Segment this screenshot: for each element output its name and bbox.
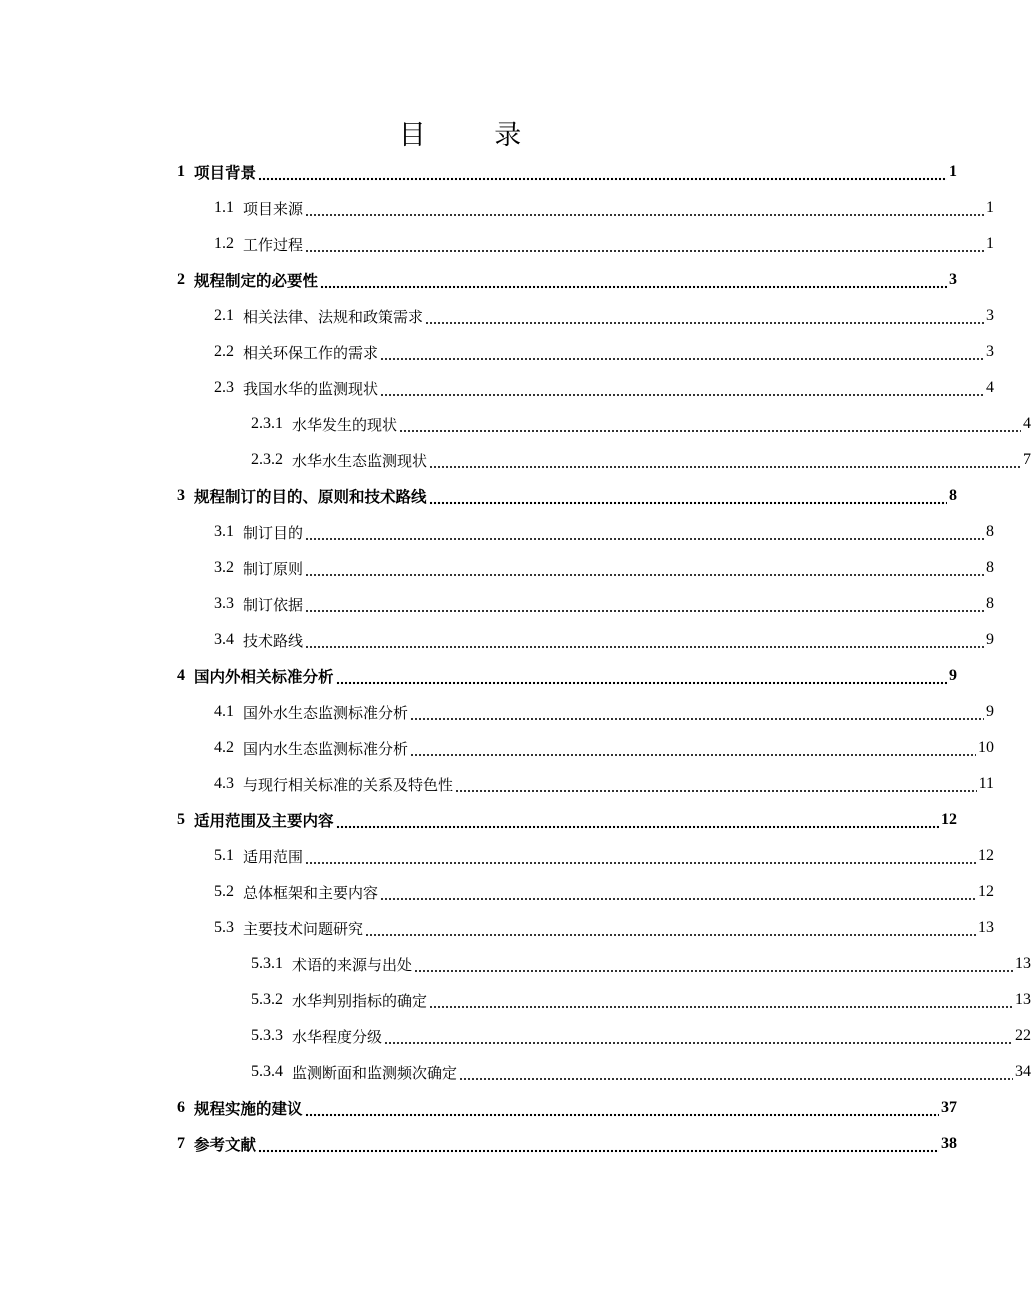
toc-entry-title: 规程制定的必要性 <box>194 272 319 290</box>
toc-entry-page: 1 <box>986 235 994 252</box>
dot-leader <box>305 1103 939 1117</box>
toc-entry-page: 7 <box>1023 451 1031 468</box>
toc-entry-page: 8 <box>986 559 994 576</box>
toc-entry-1[interactable] <box>0 154 957 190</box>
toc-entry-page: 4 <box>1023 415 1031 432</box>
toc-entry-5-1[interactable] <box>0 838 994 874</box>
toc-entry-title: 国内水生态监测标准分析 <box>243 739 409 758</box>
dot-leader <box>305 851 976 865</box>
toc-entry-6[interactable] <box>0 1090 957 1126</box>
dot-leader <box>429 455 1021 469</box>
dot-leader <box>336 671 947 685</box>
toc-entry-2-3-1[interactable] <box>0 406 1031 442</box>
toc-entry-page: 12 <box>978 883 994 900</box>
dot-leader <box>305 527 984 541</box>
dot-leader <box>305 203 984 217</box>
toc-entry-page: 1 <box>949 163 957 180</box>
dot-leader <box>410 707 984 721</box>
toc-entry-page: 3 <box>986 343 994 360</box>
dot-leader <box>305 599 984 613</box>
toc-entry-number: 2.1 <box>214 307 234 324</box>
toc-entry-title: 主要技术问题研究 <box>243 919 364 938</box>
toc-entry-4-2[interactable] <box>0 730 994 766</box>
toc-entry-number: 1.2 <box>214 235 234 252</box>
toc-entry-2-3[interactable] <box>0 370 994 406</box>
dot-leader <box>399 419 1021 433</box>
toc-entry-page: 8 <box>986 523 994 540</box>
toc-entry-5-3[interactable] <box>0 910 994 946</box>
toc-entry-5-3-2[interactable] <box>0 982 1031 1018</box>
toc-entry-title: 总体框架和主要内容 <box>243 883 379 902</box>
toc-entry-page: 12 <box>978 847 994 864</box>
toc-entry-3-4[interactable] <box>0 622 994 658</box>
toc-entry-page: 8 <box>986 595 994 612</box>
toc-entry-page: 8 <box>949 487 957 504</box>
dot-leader <box>305 635 984 649</box>
toc-entry-number: 2.3 <box>214 379 234 396</box>
toc-entry-number: 5.1 <box>214 847 234 864</box>
toc-entry-number: 5.2 <box>214 883 234 900</box>
dot-leader <box>384 1031 1013 1045</box>
toc-entry-number: 2.2 <box>214 343 234 360</box>
dot-leader <box>336 815 939 829</box>
toc-entry-page: 4 <box>986 379 994 396</box>
toc-title: 目 录 <box>398 120 552 151</box>
toc-entry-title: 我国水华的监测现状 <box>243 379 379 398</box>
toc-entry-5-3-1[interactable] <box>0 946 1031 982</box>
toc-entry-title: 工作过程 <box>243 235 304 254</box>
toc-entry-page: 3 <box>986 307 994 324</box>
toc-entry-number: 1.1 <box>214 199 234 216</box>
dot-leader <box>258 167 947 181</box>
toc-entry-page: 9 <box>986 631 994 648</box>
toc-entry-page: 9 <box>986 703 994 720</box>
toc-entry-title: 水华程度分级 <box>292 1027 383 1046</box>
dot-leader <box>380 383 984 397</box>
toc-entry-number: 7 <box>177 1135 185 1152</box>
toc-entry-title: 参考文献 <box>194 1136 257 1154</box>
toc-entry-title: 与现行相关标准的关系及特色性 <box>243 775 454 794</box>
toc-entry-number: 5.3.2 <box>251 991 283 1008</box>
toc-entry-title: 制订目的 <box>243 523 304 542</box>
toc-entry-1-1[interactable] <box>0 190 994 226</box>
toc-entry-5-2[interactable] <box>0 874 994 910</box>
dot-leader <box>258 1139 939 1153</box>
toc-entry-title: 规程制订的目的、原则和技术路线 <box>194 488 427 506</box>
toc-entry-title: 技术路线 <box>243 631 304 650</box>
toc-entry-number: 3 <box>177 487 185 504</box>
toc-entry-title: 项目背景 <box>194 164 257 182</box>
toc-entry-page: 13 <box>1015 955 1031 972</box>
toc-entry-2-3-2[interactable] <box>0 442 1031 478</box>
toc-entry-title: 制订依据 <box>243 595 304 614</box>
toc-entry-number: 4 <box>177 667 185 684</box>
toc-entry-title: 术语的来源与出处 <box>292 955 413 974</box>
toc-entry-page: 11 <box>978 775 994 792</box>
toc-entry-2-2[interactable] <box>0 334 994 370</box>
toc-entry-page: 38 <box>941 1135 957 1152</box>
dot-leader <box>305 563 984 577</box>
toc-entry-title: 制订原则 <box>243 559 304 578</box>
toc-entry-page: 1 <box>986 199 994 216</box>
dot-leader <box>414 959 1013 973</box>
toc-entry-page: 9 <box>949 667 957 684</box>
toc-entry-number: 2.3.1 <box>251 415 283 432</box>
toc-entry-page: 12 <box>941 811 957 828</box>
toc-entry-title: 水华判别指标的确定 <box>292 991 428 1010</box>
toc-entry-3[interactable] <box>0 478 957 514</box>
toc-entry-5-3-4[interactable] <box>0 1054 1031 1090</box>
toc-entry-title: 国外水生态监测标准分析 <box>243 703 409 722</box>
toc-entry-number: 5.3.3 <box>251 1027 283 1044</box>
toc-entry-number: 5.3.4 <box>251 1063 283 1080</box>
toc-entry-title: 监测断面和监测频次确定 <box>292 1063 458 1082</box>
dot-leader <box>380 347 984 361</box>
dot-leader <box>380 887 976 901</box>
toc-entry-title: 适用范围 <box>243 847 304 866</box>
toc-entry-4[interactable] <box>0 658 957 694</box>
toc-entry-number: 5 <box>177 811 185 828</box>
toc-entry-number: 2.3.2 <box>251 451 283 468</box>
toc-entry-title: 项目来源 <box>243 199 304 218</box>
dot-leader <box>410 743 976 757</box>
toc-entry-5-3-3[interactable] <box>0 1018 1031 1054</box>
toc-entry-2[interactable] <box>0 262 957 298</box>
toc-list <box>0 154 1031 1162</box>
toc-entry-title: 规程实施的建议 <box>194 1100 303 1118</box>
toc-entry-number: 3.2 <box>214 559 234 576</box>
toc-entry-5[interactable] <box>0 802 957 838</box>
toc-entry-page: 13 <box>1015 991 1031 1008</box>
dot-leader <box>305 239 984 253</box>
dot-leader <box>320 275 947 289</box>
toc-entry-title: 适用范围及主要内容 <box>194 812 334 830</box>
toc-entry-number: 5.3 <box>214 919 234 936</box>
toc-entry-2-1[interactable] <box>0 298 994 334</box>
toc-entry-number: 3.1 <box>214 523 234 540</box>
toc-entry-number: 3.4 <box>214 631 234 648</box>
toc-entry-7[interactable] <box>0 1126 957 1162</box>
dot-leader <box>429 491 947 505</box>
toc-entry-3-2[interactable] <box>0 550 994 586</box>
toc-entry-number: 4.2 <box>214 739 234 756</box>
toc-entry-number: 6 <box>177 1099 185 1116</box>
toc-entry-number: 4.1 <box>214 703 234 720</box>
toc-entry-4-1[interactable] <box>0 694 994 730</box>
toc-entry-title: 相关法律、法规和政策需求 <box>243 307 424 326</box>
dot-leader <box>365 923 976 937</box>
toc-entry-title: 相关环保工作的需求 <box>243 343 379 362</box>
toc-entry-page: 10 <box>978 739 994 756</box>
dot-leader <box>429 995 1013 1009</box>
toc-entry-number: 3.3 <box>214 595 234 612</box>
toc-entry-3-3[interactable] <box>0 586 994 622</box>
toc-entry-page: 13 <box>978 919 994 936</box>
toc-entry-title: 水华发生的现状 <box>292 415 398 434</box>
toc-entry-number: 5.3.1 <box>251 955 283 972</box>
dot-leader <box>459 1067 1013 1081</box>
dot-leader <box>425 311 984 325</box>
toc-entry-title: 水华水生态监测现状 <box>292 451 428 470</box>
toc-entry-1-2[interactable] <box>0 226 994 262</box>
toc-entry-3-1[interactable] <box>0 514 994 550</box>
toc-entry-page: 37 <box>941 1099 957 1116</box>
toc-entry-title: 国内外相关标准分析 <box>194 668 334 686</box>
dot-leader <box>455 779 977 793</box>
toc-entry-page: 22 <box>1015 1027 1031 1044</box>
toc-entry-number: 1 <box>177 163 185 180</box>
toc-entry-number: 4.3 <box>214 775 234 792</box>
toc-entry-4-3[interactable] <box>0 766 994 802</box>
toc-entry-page: 34 <box>1015 1063 1031 1080</box>
toc-entry-page: 3 <box>949 271 957 288</box>
toc-entry-number: 2 <box>177 271 185 288</box>
